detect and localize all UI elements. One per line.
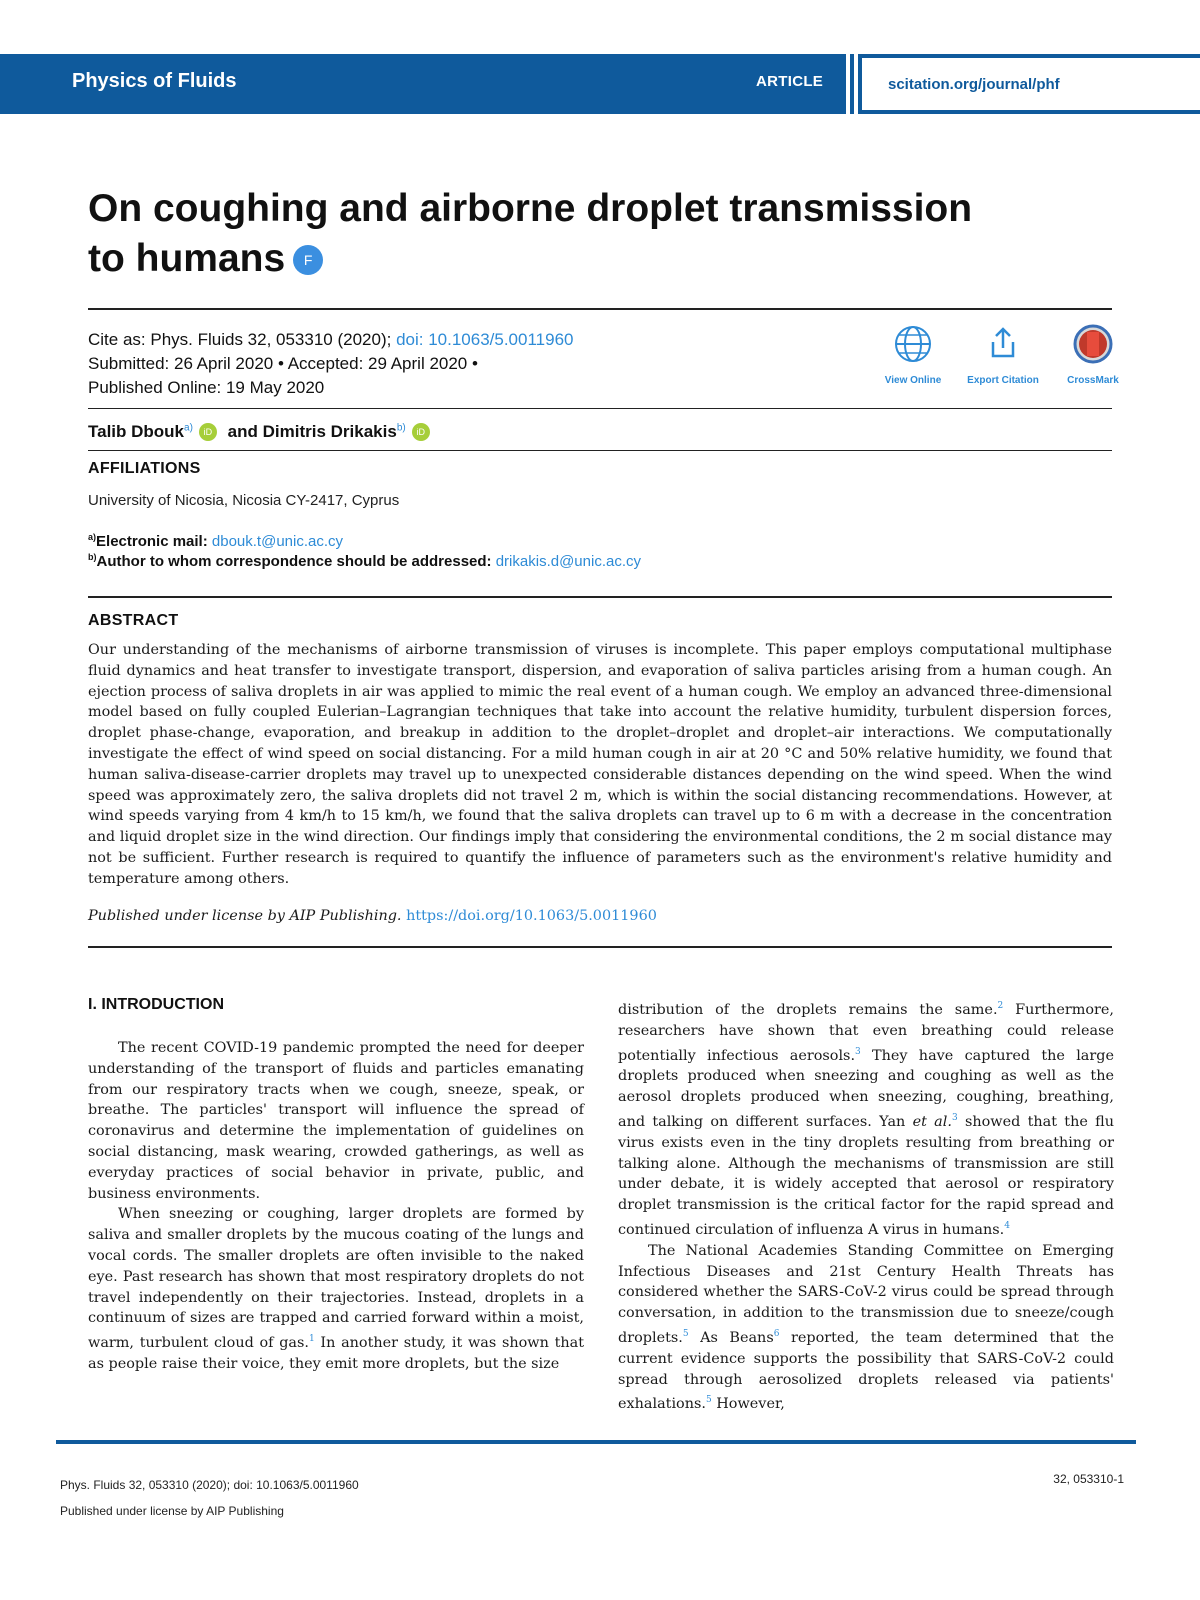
paragraph: The National Academies Standing Committee on Emerging Infectious Diseases and 21st Century Health Threats has considered whether the SARS-CoV-2 virus could be spread through conversation, in addition to the transmission due to sneeze/cough droplets.$^5$ As Beans$^6$ reported, the team determined that the current evidence supports the possibility that SARS-CoV-2 could spread through aerosolized droplets released via patients' exhalations.$^5$ However, <box>618 1242 1114 1413</box>
left-column <box>88 1038 584 1375</box>
title-line-2: to humans <box>88 237 286 280</box>
paragraph: When sneezing or coughing, larger droplets are formed by saliva and smaller droplets by the mucous coating of the lungs and vocal cords. The smaller droplets are often invisible to the naked eye. Past research has shown that most respiratory droplets do not travel independently on their trajectories. Instead, droplets in a continuum of sizes are trapped and carried forward within a moist, warm, turbulent cloud of gas.$^1$ In another study, it was shown that as people raise their voice, they emit more droplets, but the size <box>88 1206 585 1372</box>
abstract-license: Published under license by AIP Publishing. https://doi.org/10.1063/5.0011960 <box>88 908 657 924</box>
citation-block <box>88 328 573 400</box>
paragraph: distribution of the droplets remains the same.$^2$ Furthermore, researchers have shown that even breathing could release potentially infectious aerosols.$^3$ They have captured the large droplets produced when sneezing and coughing as well as the aerosol droplets produced when sneezing, coughing, breathing, and talking on different surfaces. Yan et al.$^3$ showed that the flu virus exists even in the tiny droplets resulting from breathing or talking alone. Although the mechanisms of transmission are still under debate, it is widely accepted that aerosol or respiratory droplet transmission is the critical factor for the rapid spread and continued circulation of influenza A virus in humans.$^4$ <box>618 1001 1114 1238</box>
published-line: Published Online: 19 May 2020 <box>88 378 325 397</box>
footer-license: Published under license by AIP Publishing <box>60 1504 284 1518</box>
email-link[interactable]: drikakis.d@unic.ac.cy <box>495 553 641 570</box>
authors-line <box>88 422 436 442</box>
article-title <box>88 184 1088 284</box>
author-affiliation-marker: b) <box>396 422 406 434</box>
divider <box>88 450 1112 451</box>
export-citation-button[interactable] <box>958 324 1048 386</box>
footer-citation-block <box>60 1472 359 1524</box>
crossmark-label: CrossMark <box>1067 375 1119 386</box>
doi-link[interactable]: doi: 10.1063/5.0011960 <box>396 330 574 349</box>
authors-conjunction: and <box>227 422 258 441</box>
abstract-heading: ABSTRACT <box>88 612 179 629</box>
email-note-a: $^{a)}$Electronic mail: dbouk.t@unic.ac.cy <box>88 532 344 550</box>
article-type-label: ARTICLE <box>756 73 824 90</box>
affiliations-heading: AFFILIATIONS <box>88 460 201 477</box>
footer-citation: Phys. Fluids 32, 053310 (2020); doi: 10.1063/5.0011960 <box>60 1478 359 1492</box>
author-affiliation-marker: a) <box>184 422 193 434</box>
doi-url-link[interactable]: https://doi.org/10.1063/5.0011960 <box>406 908 657 924</box>
view-online-label: View Online <box>884 375 942 386</box>
paragraph: The recent COVID-19 pandemic prompted the need for deeper understanding of the transport of fluids and particles emanating from our respiratory tracts when we cough, sneeze, speak, or breathe. The particles' transport will influence the spread of coronavirus and determine the implementation of guidelines on social distancing, mask wearing, crowded gatherings, as well as everyday practices of social behavior in private, public, and business environments. <box>88 1040 584 1202</box>
crossmark-icon <box>1073 324 1113 364</box>
email-link[interactable]: dbouk.t@unic.ac.cy <box>211 533 344 550</box>
reference-link[interactable]: 3 <box>951 1112 958 1123</box>
reference-link[interactable]: 2 <box>997 1001 1004 1011</box>
abstract-text: Our understanding of the mechanisms of airborne transmission of viruses is incomplete. This paper employs computational multiphase fluid dynamics and heat transfer to investigate transport, dispersion, and evaporation of saliva particles arising from a human cough. An ejection process of saliva droplets in air was applied to mimic the real event of a human cough. We employ an advanced three-dimensional model based on fully coupled Eulerian–Lagrangian techniques that take into account the relative humidity, turbulent dispersion forces, droplet phase-change, evaporation, and breakup in addition to the droplet–droplet and droplet–air interactions. We computationally investigate the effect of wind speed on social distancing. For a mild human cough in air at 20 °C and 50% relative humidity, we found that human saliva-disease-carrier droplets may travel up to unexpected considerable distances depending on the wind speed. When the wind speed was approximately zero, the saliva droplets did not travel 2 m, which is within the social distancing recommendations. However, at wind speeds varying from 4 km/h to 15 km/h, we found that the saliva droplets can travel up to 6 m with a decrease in the concentration and liquid droplet size in the wind direction. Our findings imply that considering the environmental conditions, the 2 m social distance may not be sufficient. Further research is required to quantify the influence of parameters such as the environment's relative humidity and temperature among others. <box>88 642 1112 887</box>
author-name[interactable]: Talib Dbouk <box>88 422 185 441</box>
crossmark-button[interactable] <box>1048 324 1138 386</box>
featured-badge-icon[interactable]: F <box>293 245 323 275</box>
email-note-b: $^{b)}$Author to whom correspondence should be addressed: drikakis.d@unic.ac.cy <box>88 552 641 570</box>
reference-link[interactable]: 5 <box>705 1395 712 1406</box>
footer-rule <box>56 1440 1136 1444</box>
page-number: 32, 053310-1 <box>1053 1472 1124 1486</box>
divider <box>88 596 1112 598</box>
reference-link[interactable]: 5 <box>682 1328 689 1339</box>
divider <box>88 408 1112 409</box>
reference-link[interactable]: 4 <box>1004 1220 1010 1231</box>
divider <box>88 308 1112 310</box>
dates-line: Submitted: 26 April 2020 • Accepted: 29 April 2020 • <box>88 354 478 373</box>
reference-link[interactable]: 1 <box>308 1334 315 1345</box>
share-icon <box>983 324 1023 364</box>
introduction-heading: I. INTRODUCTION <box>88 996 224 1013</box>
orcid-icon[interactable]: iD <box>412 423 430 441</box>
reference-link[interactable]: 6 <box>773 1328 780 1339</box>
view-online-button[interactable] <box>868 324 958 386</box>
title-line-1: On coughing and airborne droplet transmission <box>88 187 973 230</box>
right-column <box>618 996 1114 1415</box>
author-name[interactable]: Dimitris Drikakis <box>262 422 397 441</box>
journal-header-bar <box>0 54 1200 114</box>
divider <box>88 946 1112 948</box>
cite-prefix: Cite as: Phys. Fluids 32, 053310 (2020); <box>88 330 392 349</box>
journal-url-link[interactable]: scitation.org/journal/phf <box>888 76 1060 93</box>
orcid-icon[interactable]: iD <box>199 423 217 441</box>
reference-link[interactable]: 3 <box>855 1046 861 1057</box>
globe-icon <box>893 324 933 364</box>
affiliation-institution: University of Nicosia, Nicosia CY-2417, Cyprus <box>88 492 400 509</box>
journal-name[interactable]: Physics of Fluids <box>72 70 237 92</box>
export-citation-label: Export Citation <box>967 375 1039 386</box>
